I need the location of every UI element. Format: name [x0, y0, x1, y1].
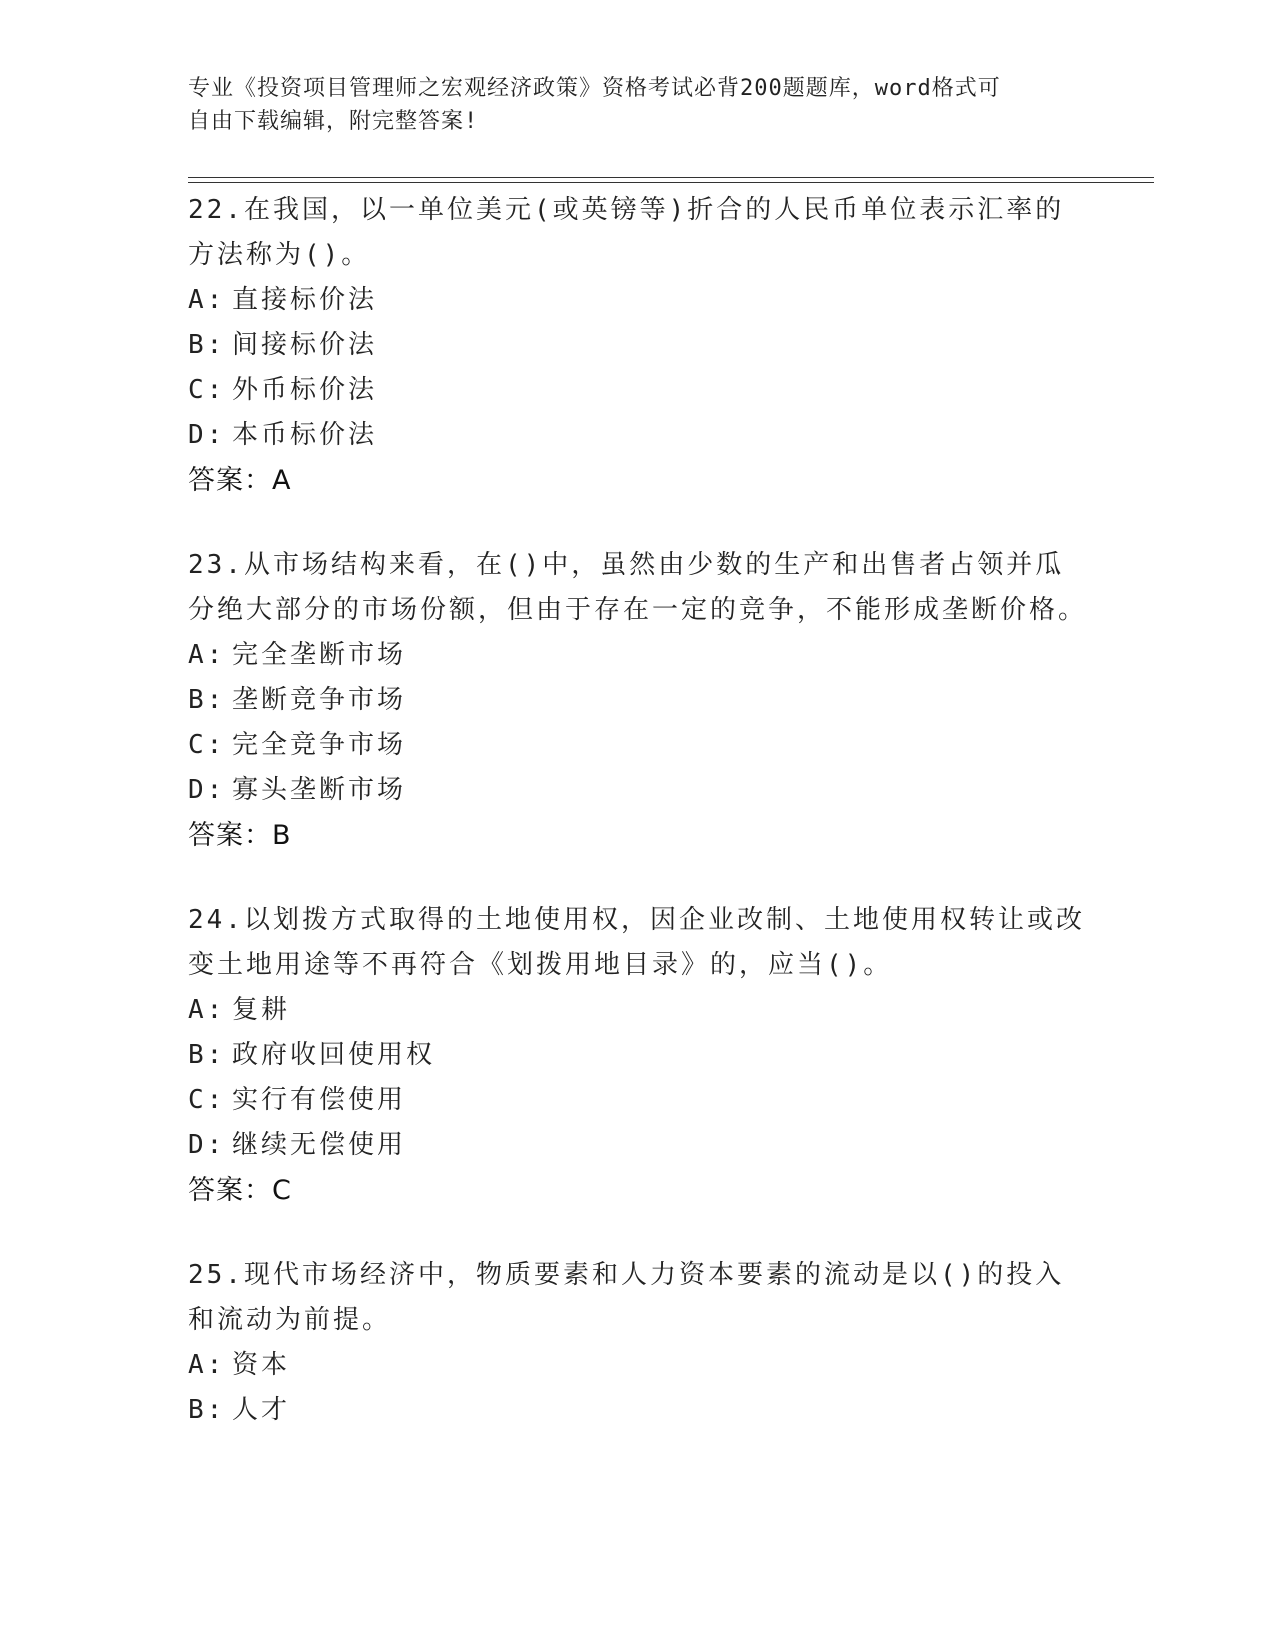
option-text: 外币标价法 [232, 375, 378, 405]
option-letter: A: [188, 285, 226, 315]
question-list [188, 188, 1088, 1473]
answer-line: 答案：A [188, 465, 292, 496]
option-d [188, 768, 1088, 813]
option-letter: D: [188, 1130, 226, 1160]
option-text: 直接标价法 [232, 285, 378, 315]
option-text: 寡头垄断市场 [232, 775, 407, 805]
option-letter: C: [188, 1085, 226, 1115]
option-d [188, 413, 1088, 458]
option-letter: A: [188, 640, 226, 670]
option-letter: B: [188, 685, 226, 715]
option-letter: D: [188, 775, 226, 805]
answer-line: 答案：C [188, 1175, 292, 1206]
option-text: 人才 [232, 1395, 291, 1425]
option-text: 完全垄断市场 [232, 640, 407, 670]
option-c [188, 368, 1088, 413]
option-letter: C: [188, 375, 226, 405]
option-d [188, 1123, 1088, 1168]
option-text: 垄断竞争市场 [232, 685, 407, 715]
question-22 [188, 188, 1088, 503]
option-b [188, 1033, 1088, 1078]
document-header [188, 72, 1068, 138]
option-letter: B: [188, 330, 226, 360]
option-text: 间接标价法 [232, 330, 378, 360]
option-b [188, 323, 1088, 368]
option-text: 完全竞争市场 [232, 730, 407, 760]
option-text: 本币标价法 [232, 420, 378, 450]
header-line-1: 专业《投资项目管理师之宏观经济政策》资格考试必背200题题库，word格式可 [188, 76, 1001, 101]
question-25 [188, 1253, 1088, 1433]
option-letter: C: [188, 730, 226, 760]
header-divider-bottom [188, 182, 1154, 183]
option-text: 政府收回使用权 [232, 1040, 436, 1070]
option-a [188, 1343, 1088, 1388]
option-text: 实行有偿使用 [232, 1085, 407, 1115]
option-c [188, 1078, 1088, 1123]
option-letter: A: [188, 1350, 226, 1380]
option-text: 资本 [232, 1350, 291, 1380]
answer-line: 答案：B [188, 820, 292, 851]
question-text: 22.在我国，以一单位美元(或英镑等)折合的人民币单位表示汇率的方法称为()。 [188, 195, 1065, 270]
option-letter: A: [188, 995, 226, 1025]
option-b [188, 1388, 1088, 1433]
question-text: 24.以划拨方式取得的土地使用权，因企业改制、土地使用权转让或改变土地用途等不再符合《划拨用地目录》的，应当()。 [188, 905, 1085, 980]
option-a [188, 278, 1088, 323]
option-b [188, 678, 1088, 723]
option-letter: B: [188, 1040, 226, 1070]
option-text: 继续无偿使用 [232, 1130, 407, 1160]
question-text: 23.从市场结构来看，在()中，虽然由少数的生产和出售者占领并瓜分绝大部分的市场份额，但由于存在一定的竞争，不能形成垄断价格。 [188, 550, 1088, 625]
option-a [188, 988, 1088, 1033]
question-23 [188, 543, 1088, 858]
option-a [188, 633, 1088, 678]
question-24 [188, 898, 1088, 1213]
option-letter: B: [188, 1395, 226, 1425]
option-text: 复耕 [232, 995, 291, 1025]
option-letter: D: [188, 420, 226, 450]
header-line-2: 自由下载编辑，附完整答案! [188, 109, 479, 134]
question-text: 25.现代市场经济中，物质要素和人力资本要素的流动是以()的投入和流动为前提。 [188, 1260, 1065, 1335]
option-c [188, 723, 1088, 768]
header-divider-top [188, 177, 1154, 178]
